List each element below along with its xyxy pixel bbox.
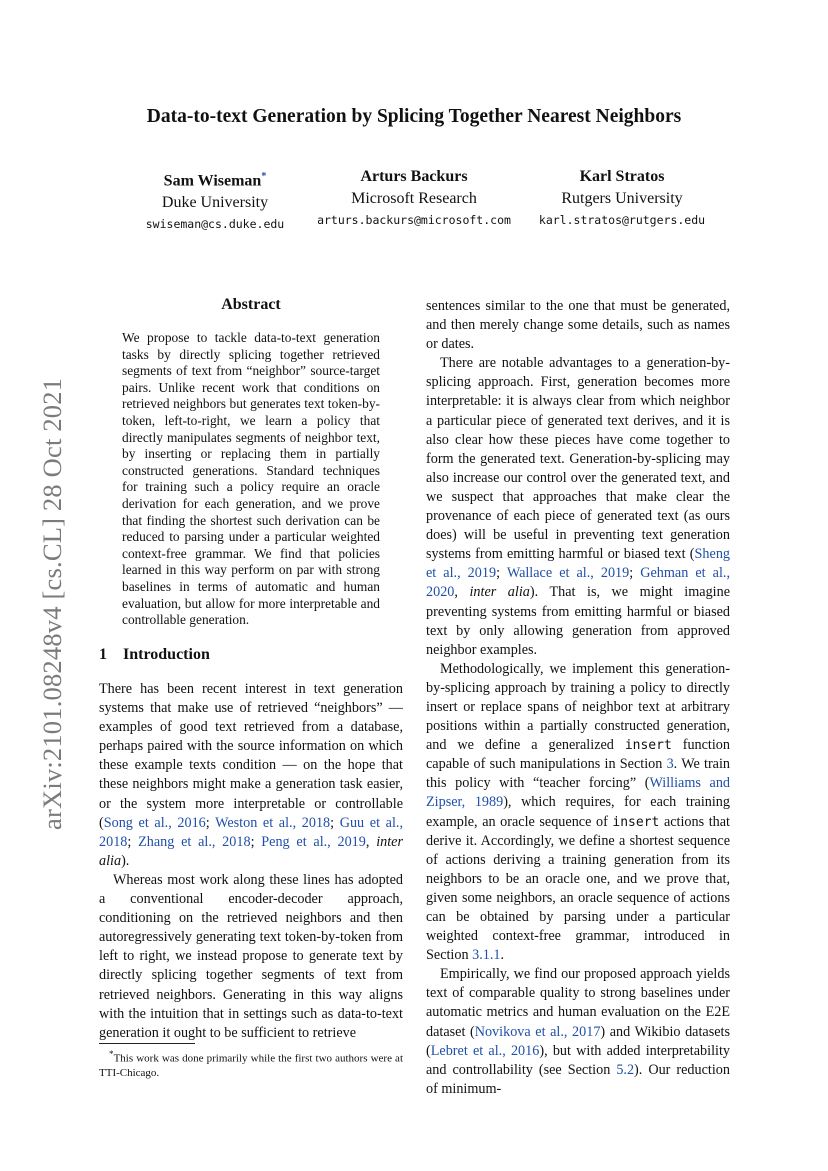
author-email: karl.stratos@rutgers.edu xyxy=(538,213,706,227)
footnote-rule xyxy=(99,1043,195,1044)
citation-link[interactable]: Song et al., 2016 xyxy=(103,814,206,831)
abstract-heading: Abstract xyxy=(221,296,281,313)
left-column xyxy=(99,680,403,1043)
author-name: Sam Wiseman* xyxy=(163,171,267,190)
section-number: 1 xyxy=(99,646,107,663)
section-link[interactable]: 3.1.1 xyxy=(472,947,501,964)
author-affiliation: Rutgers University xyxy=(561,190,683,207)
citation-link[interactable]: Williams and Zipser, 1989 xyxy=(426,775,731,811)
section-link[interactable]: 3 xyxy=(666,756,674,773)
citation-link[interactable]: Zhang et al., 2018 xyxy=(138,833,251,850)
code-term: insert xyxy=(624,738,672,754)
abstract-text: We propose to tackle data-to-text generation tasks by directly splicing together retrieved segments of text from “neighbor” source-target pairs. Unlike recent work that conditions on retrieved neighbors but generates text token-by-token, left-to-right, we learn a policy that directly manipulates segments of neighbor text, by inserting or replacing them in partially constructed generations. Standard techniques for training such a policy require an oracle derivation for each generation, and we prove that finding the shortest such derivation can be reduced to parsing under a particular weighted context-free grammar. We find that policies learned in this way perform on par with strong baselines in terms of automatic and human evaluation, but allow for more interpretable and controllable generation. xyxy=(122,330,380,628)
citation-link[interactable]: Sheng et al., 2019 xyxy=(426,546,730,582)
section-title: Introduction xyxy=(123,646,210,663)
code-term: insert xyxy=(612,814,660,830)
author-email: arturs.backurs@microsoft.com xyxy=(317,213,511,227)
author-affiliation: Duke University xyxy=(161,194,269,212)
citation-link[interactable]: Novikova et al., 2017 xyxy=(474,1023,601,1040)
paper-title: Data-to-text Generation by Splicing Together Nearest Neighbors xyxy=(146,106,682,127)
citation-link[interactable]: Lebret et al., 2016 xyxy=(430,1042,540,1059)
citation-link[interactable]: Gehman et al., 2020 xyxy=(426,565,730,601)
citation-link[interactable]: Weston et al., 2018 xyxy=(215,814,331,831)
author-name: Arturs Backurs xyxy=(360,168,468,185)
author-block-2 xyxy=(294,166,534,231)
footnote-text: This work was done primarily while the first two authors were at TTI-Chicago. xyxy=(99,1052,403,1079)
author-name: Karl Stratos xyxy=(579,168,665,185)
author-block-3 xyxy=(502,166,742,231)
right-column xyxy=(426,297,730,1099)
section-heading xyxy=(99,646,210,664)
paragraph: There are notable advantages to a generation-by-splicing approach. First, generation becomes more interpretable: it is always clear from which neighbor a particular piece of generated text derives, and it is also clear how these pieces have come together to form the generated text. Generation-by-splicing may also increase our control over the generated text, and we suspect that approaches that make clear the provenance of each piece of generated text (as ours does) will be useful in preventing text generation systems from emitting harmful or biased text (Sheng et al., 2019; Wallace et al., 2019; Gehman et al., 2020, inter alia). That is, we might imagine preventing systems from emitting harmful or biased text by only allowing generation from approved neighbor examples. xyxy=(426,355,730,658)
author-email: swiseman@cs.duke.edu xyxy=(145,217,285,232)
paragraph: Empirically, we find our proposed approach yields text of comparable quality to strong baselines under automatic metrics and human evaluation on the E2E dataset (Novikova et al., 2017) and Wikibio datasets (Lebret et al., 2016), but with added interpretability and controllability (see Section 5.2). Our reduction of minimum- xyxy=(426,966,731,1097)
paragraph: Methodologically, we implement this generation-by-splicing approach by training a policy to directly insert or replace spans of neighbor text at arbitrary positions within a partially constructed generation, and we define a generalized insert function capable of such manipulations in Section 3. We train this policy with “teacher forcing” (Williams and Zipser, 1989), which requires, for each training example, an oracle sequence of insert actions that derive it. Accordingly, we define a shortest sequence of actions deriving a training generation from its neighbors to be an oracle one, and we prove that, given some neighbors, an oracle sequence of actions can be obtained by parsing under a particular weighted context-free grammar, introduced in Section 3.1.1. xyxy=(426,660,731,964)
citation-link[interactable]: Peng et al., 2019 xyxy=(261,833,366,850)
footnote xyxy=(99,1047,403,1080)
section-link[interactable]: 5.2 xyxy=(616,1061,635,1078)
footnote-mark: * xyxy=(109,1049,114,1059)
author-affiliation: Microsoft Research xyxy=(351,190,477,207)
citation-link[interactable]: Guu et al., 2018 xyxy=(99,814,403,850)
author-footnote-mark[interactable]: * xyxy=(261,171,267,182)
citation-link[interactable]: Wallace et al., 2019 xyxy=(506,565,630,582)
paragraph: sentences similar to the one that must be generated, and then merely change some details, such as names or dates. xyxy=(426,298,730,353)
arxiv-stamp: arXiv:2101.08248v4 [cs.CL] 28 Oct 2021 xyxy=(37,377,67,830)
paragraph: There has been recent interest in text generation systems that make use of retrieved “neighbors” — examples of good text retrieved from a database, perhaps paired with the source information on which these example texts condition — on the hope that these neighbors might make a generation task easier, or the system more interpretable or controllable (Song et al., 2016; Weston et al., 2018; Guu et al., 2018; Zhang et al., 2018; Peng et al., 2019, inter alia). xyxy=(99,681,403,869)
paragraph: Whereas most work along these lines has adopted a conventional encoder-decoder approach, conditioning on the retrieved neighbors and then autoregressively generating text token-by-token from left to right, we instead propose to generate text by directly splicing together segments of text from retrieved neighbors. Generating in this way aligns with the intuition that in settings such as data-to-text generation it ought to be sufficient to retrieve xyxy=(99,871,403,1041)
